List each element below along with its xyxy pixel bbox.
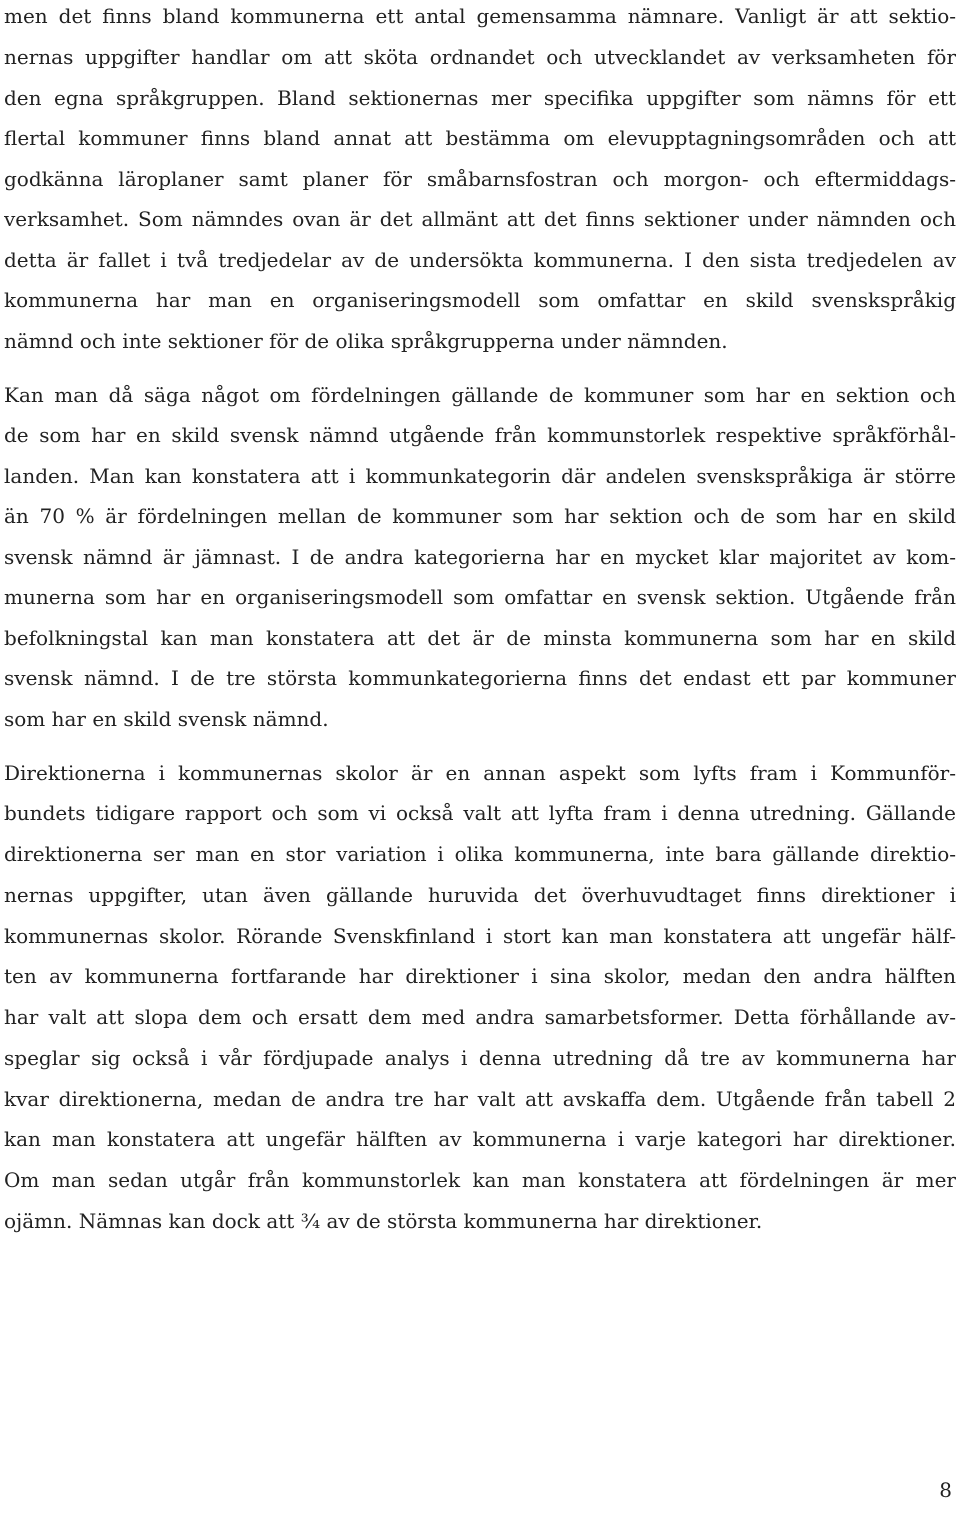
text-line: har valt att slopa dem och ersatt dem med andra samarbetsformer. Detta förhållande av- [4, 1005, 956, 1029]
text-line: landen. Man kan konstatera att i kommunkategorin där andelen svenskspråkiga är större [4, 464, 956, 488]
text-line: verksamhet. Som nämndes ovan är det allmänt att det finns sektioner under nämnden och [4, 207, 956, 231]
text-line: detta är fallet i två tredjedelar av de undersökta kommunerna. I den sista tredjedelen av [4, 248, 956, 272]
text-line: den egna språkgruppen. Bland sektionernas mer specifika uppgifter som nämns för ett [4, 86, 956, 110]
text-line: nernas uppgifter handlar om att sköta ordnandet och utvecklandet av verksamheten för [4, 45, 956, 69]
text-line: bundets tidigare rapport och som vi också valt att lyfta fram i denna utredning. Gällande [4, 801, 956, 825]
text-line: kvar direktionerna, medan de andra tre har valt att avskaffa dem. Utgående från tabell 2 [4, 1087, 956, 1111]
text-line: munerna som har en organiseringsmodell som omfattar en svensk sektion. Utgående från [4, 585, 956, 609]
text-line: nernas uppgifter, utan även gällande huruvida det överhuvudtaget finns direktioner i [4, 883, 956, 907]
document-page [4, 0, 956, 1528]
text-line: Om man sedan utgår från kommunstorlek kan man konstatera att fördelningen är mer [4, 1168, 956, 1192]
text-line: nämnd och inte sektioner för de olika språkgrupperna under nämnden. [4, 329, 728, 353]
text-line: Direktionerna i kommunernas skolor är en annan aspekt som lyfts fram i Kommunför- [4, 761, 956, 785]
page-number: 8 [939, 1478, 952, 1502]
text-line: direktionerna ser man en stor variation i olika kommunerna, inte bara gällande direktio- [4, 842, 956, 866]
text-line: godkänna läroplaner samt planer för småbarnsfostran och morgon- och eftermiddags- [4, 167, 956, 191]
text-line: de som har en skild svensk nämnd utgående från kommunstorlek respektive språkförhål- [4, 423, 956, 447]
text-line: men det finns bland kommunerna ett antal gemensamma nämnare. Vanligt är att sektio- [4, 4, 956, 28]
text-line: som har en skild svensk nämnd. [4, 707, 329, 731]
text-line: flertal kommuner finns bland annat att bestämma om elevupptagningsområden och att [4, 126, 956, 150]
text-line: speglar sig också i vår fördjupade analys i denna utredning då tre av kommunerna har [4, 1046, 956, 1070]
text-line: svensk nämnd. I de tre största kommunkategorierna finns det endast ett par kommuner [4, 666, 956, 690]
text-line: ten av kommunerna fortfarande har direktioner i sina skolor, medan den andra hälften [4, 964, 956, 988]
text-line: Kan man då säga något om fördelningen gällande de kommuner som har en sektion och [4, 383, 956, 407]
text-line: kommunerna har man en organiseringsmodell som omfattar en skild svenskspråkig [4, 288, 956, 312]
text-line: kan man konstatera att ungefär hälften av kommunerna i varje kategori har direktioner. [4, 1127, 956, 1151]
text-line: än 70 % är fördelningen mellan de kommuner som har sektion och de som har en skild [4, 504, 956, 528]
text-line: befolkningstal kan man konstatera att det är de minsta kommunerna som har en skild [4, 626, 956, 650]
text-line: svensk nämnd är jämnast. I de andra kategorierna har en mycket klar majoritet av kom- [4, 545, 956, 569]
text-line: kommunernas skolor. Rörande Svenskfinland i stort kan man konstatera att ungefär hälf- [4, 924, 956, 948]
text-line: ojämn. Nämnas kan dock att ¾ av de största kommunerna har direktioner. [4, 1209, 763, 1233]
